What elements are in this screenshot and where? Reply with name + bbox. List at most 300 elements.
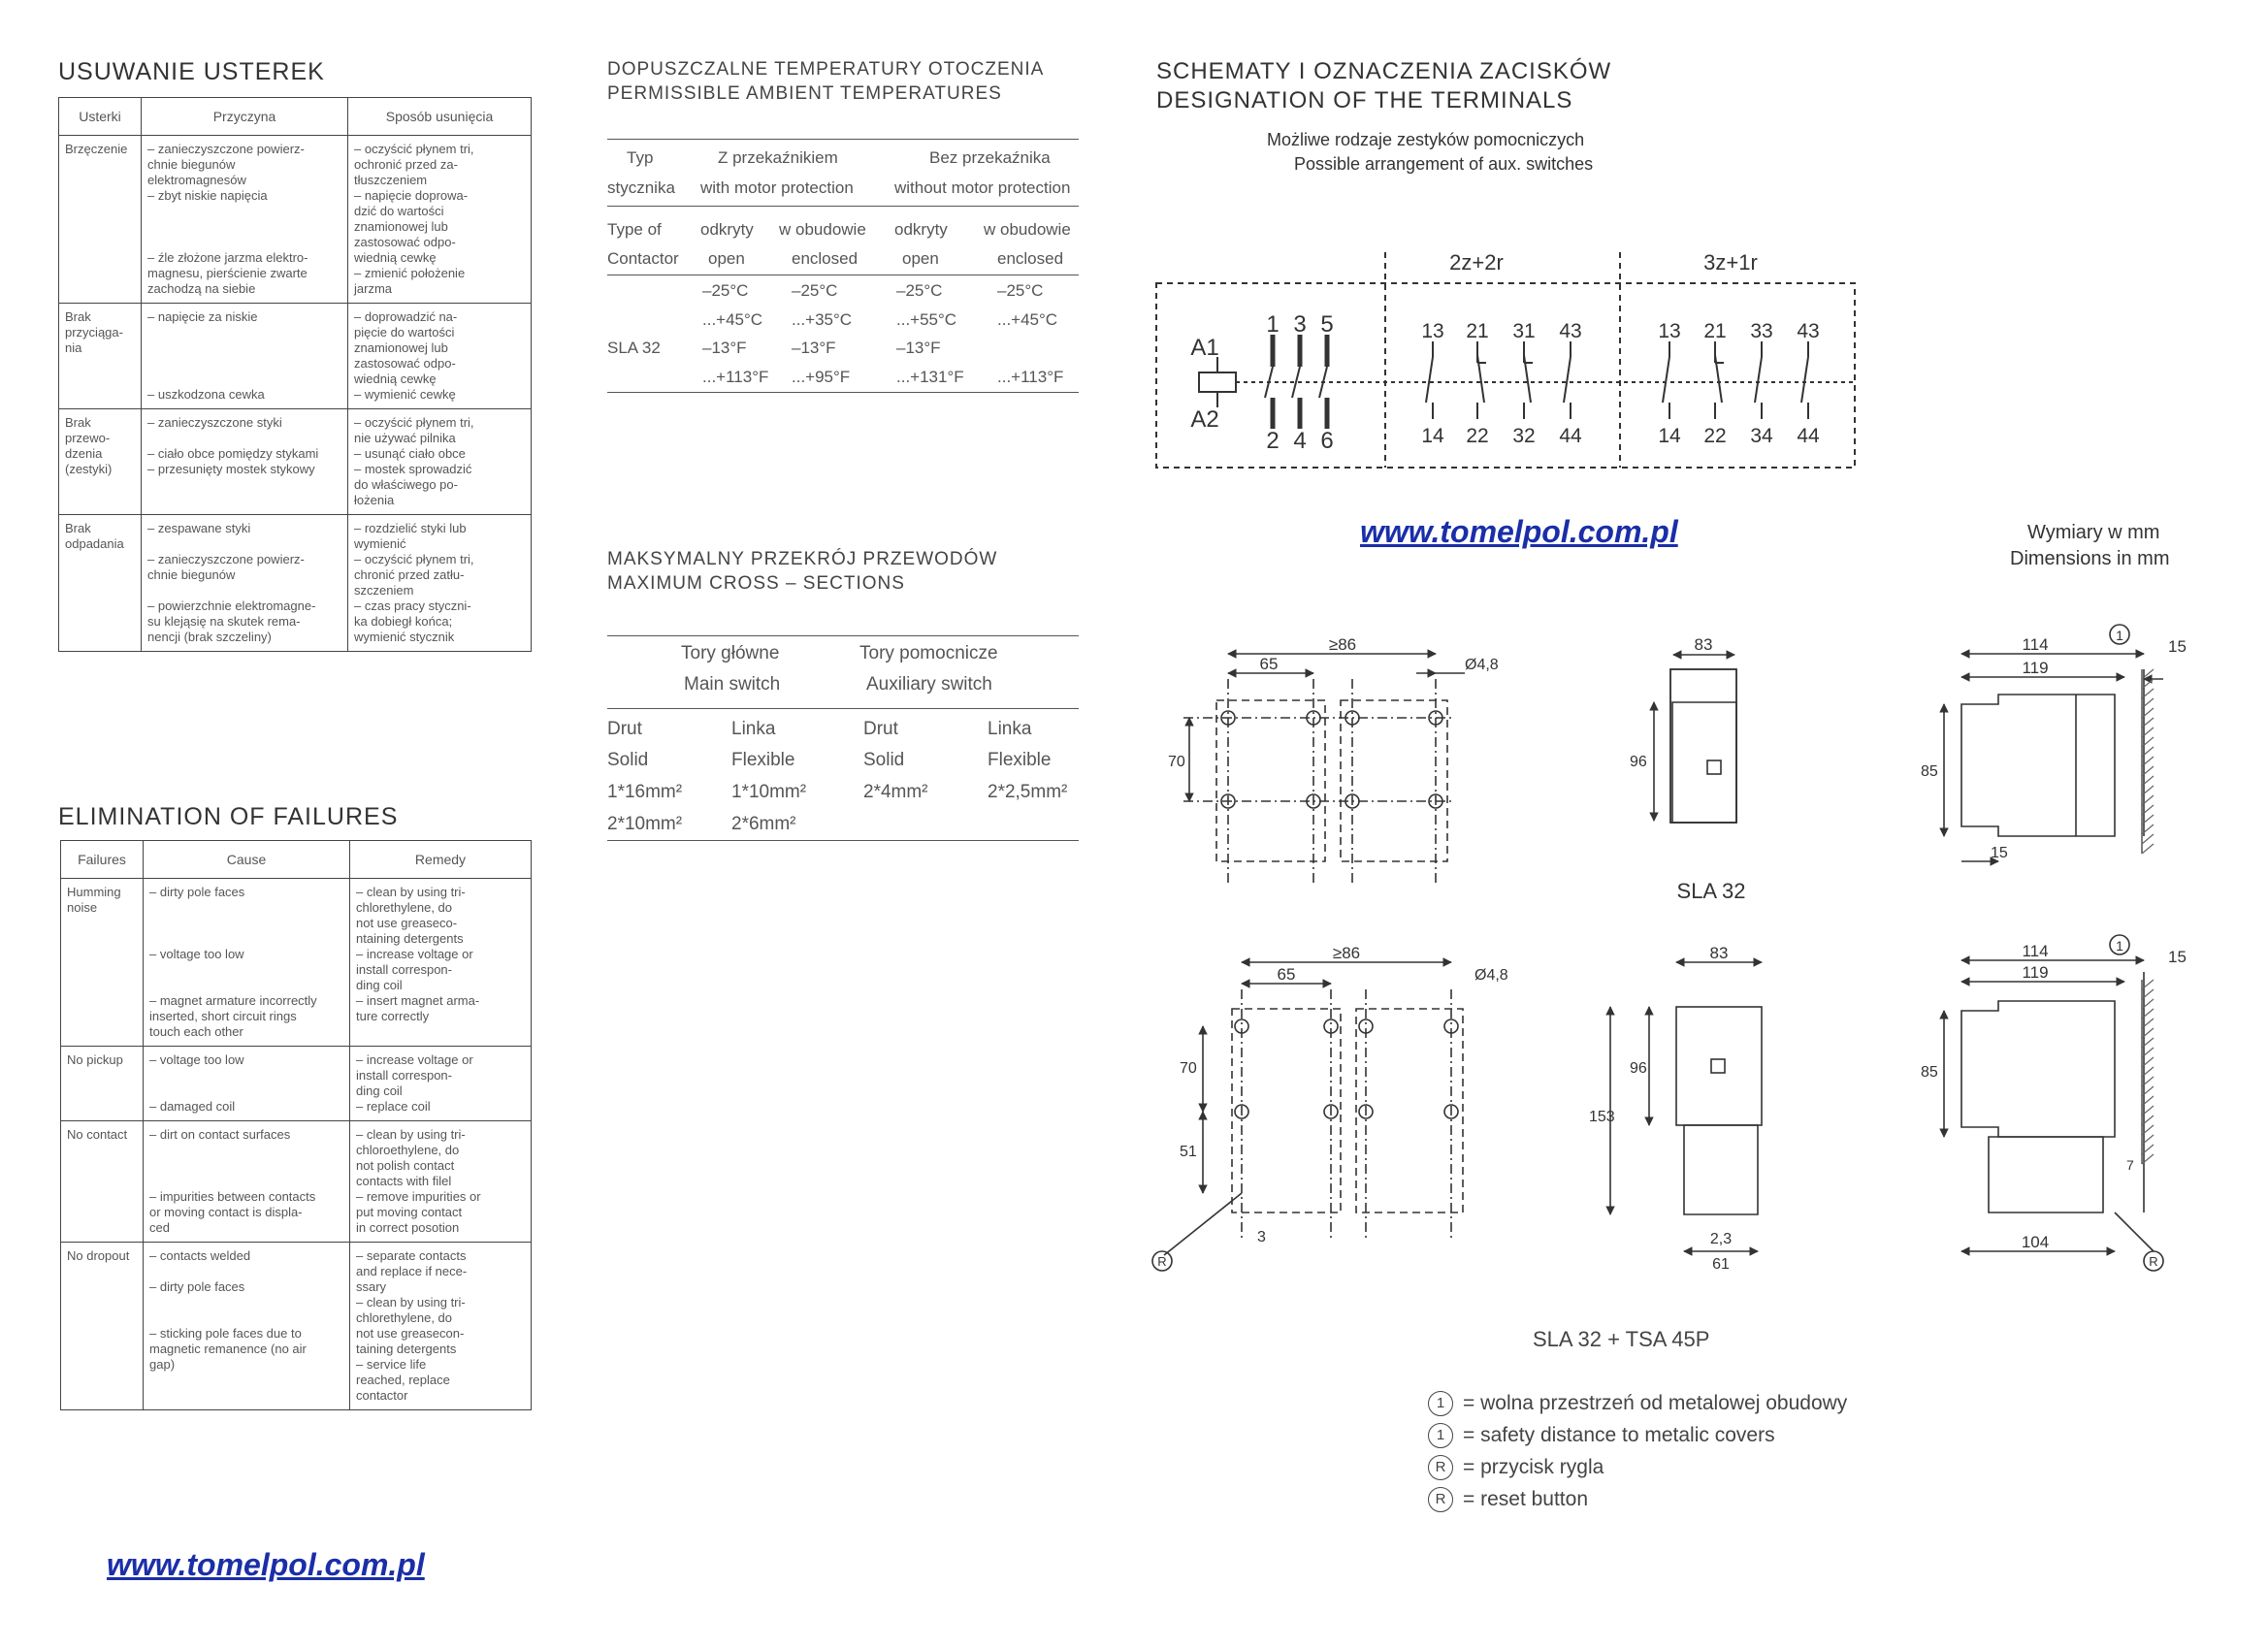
cross-head: Flexible xyxy=(731,750,795,770)
fault-cell: No dropout xyxy=(61,1243,144,1410)
cross-value: 2*6mm² xyxy=(731,814,796,834)
remedy-line: nie używać pilnika xyxy=(354,431,456,445)
cause-line xyxy=(149,1310,343,1326)
dim-15-top: 15 xyxy=(2168,637,2187,656)
g1-bottom-1: 14 xyxy=(1421,425,1444,447)
remedy-line: put moving contact xyxy=(356,1205,463,1219)
cause-line: – dirt on contact surfaces xyxy=(149,1127,291,1142)
legend-item xyxy=(1428,1451,1847,1483)
temp-value: ...+55°C xyxy=(896,310,957,329)
dim-114-top: 114 xyxy=(2022,635,2049,654)
cause-line xyxy=(147,583,341,598)
cross-main-en: Main switch xyxy=(684,674,781,695)
legend-text: = przycisk rygla xyxy=(1463,1455,1604,1478)
cause-line xyxy=(149,1083,343,1099)
legend-text: = wolna przestrzeń od metalowej obudowy xyxy=(1463,1391,1848,1414)
model-1-label: SLA 32 xyxy=(1676,879,1746,903)
fault-cell: Brak przyciąga- nia xyxy=(59,304,142,409)
cause-cell xyxy=(142,515,348,652)
remedy-line: pięcie do wartości xyxy=(354,325,455,340)
remedy-line: znamionowej lub xyxy=(354,219,448,234)
dimension-drawings xyxy=(1145,621,2192,1280)
temp-value: –25°C xyxy=(702,281,749,300)
dim-85-bottom: 85 xyxy=(1921,1064,1938,1081)
cause-line: – ciało obce pomiędzy stykami xyxy=(147,446,319,461)
temps-col-typ: Typ xyxy=(627,148,654,167)
remedy-line: not polish contact xyxy=(356,1158,455,1173)
cause-line: zachodzą na siebie xyxy=(147,281,256,296)
cause-line xyxy=(149,1174,343,1189)
remedy-cell xyxy=(348,409,532,515)
remedy-line: – napięcie doprowa- xyxy=(354,188,469,203)
temps-sub-4-en: enclosed xyxy=(997,249,1064,268)
remedy-line: not use greasecon- xyxy=(356,1326,465,1341)
g1-bottom-3: 32 xyxy=(1512,425,1536,447)
remedy-line: – clean by using tri- xyxy=(356,885,466,899)
title-troubleshoot-pl: USUWANIE USTEREK xyxy=(58,58,325,85)
table-header-cell: Usterki xyxy=(59,98,142,136)
remedy-line: contacts with filel xyxy=(356,1174,452,1188)
dim-ge86-top: ≥86 xyxy=(1328,635,1357,654)
temp-value: –13°F xyxy=(792,339,836,357)
main-top-3: 5 xyxy=(1320,311,1334,338)
temps-sub-3-en: open xyxy=(902,249,939,268)
table-row xyxy=(61,1047,532,1121)
table-header-cell: Remedy xyxy=(350,841,532,879)
legend-symbol: 1 xyxy=(1428,1423,1453,1448)
cross-value: 2*10mm² xyxy=(607,814,683,834)
remedy-line: – oczyścić płynem tri, xyxy=(354,552,474,566)
mark-1-bottom: 1 xyxy=(2116,938,2123,954)
g1-top-1: 13 xyxy=(1421,320,1444,342)
dim-7-bottom: 7 xyxy=(2126,1157,2134,1173)
temps-rule-mid xyxy=(607,206,1079,207)
remedy-line: – separate contacts xyxy=(356,1248,467,1263)
cross-rule-mid xyxy=(607,708,1079,709)
remedy-line: ntaining detergents xyxy=(356,931,464,946)
temp-value: –25°C xyxy=(896,281,943,300)
cross-head: Solid xyxy=(607,750,649,770)
troubleshoot-table-pl xyxy=(58,97,532,652)
fault-cell: No pickup xyxy=(61,1047,144,1121)
g2-bottom-2: 22 xyxy=(1703,425,1727,447)
table-row xyxy=(59,515,532,652)
main-top-1: 1 xyxy=(1266,311,1280,338)
dims-label-pl: Wymiary w mm xyxy=(2027,522,2160,543)
temps-rule-top xyxy=(607,139,1079,140)
legend-item xyxy=(1428,1419,1847,1451)
cause-line: chnie biegunów xyxy=(147,157,236,172)
cause-line xyxy=(149,931,343,947)
remedy-line: – service life xyxy=(356,1357,427,1372)
temp-value: –25°C xyxy=(792,281,838,300)
table-row xyxy=(59,304,532,409)
cross-head: Drut xyxy=(863,719,898,739)
cause-cell xyxy=(142,409,348,515)
g2-top-3: 33 xyxy=(1750,320,1773,342)
title-cross-en: MAXIMUM CROSS – SECTIONS xyxy=(607,573,905,594)
main-bottom-2: 4 xyxy=(1293,428,1307,454)
cause-line: – zanieczyszczone powierz- xyxy=(147,142,305,156)
remedy-line: do właściwego po- xyxy=(354,477,458,492)
cause-line xyxy=(147,372,341,387)
remedy-line: – increase voltage or xyxy=(356,1052,473,1067)
legend-item xyxy=(1428,1387,1847,1419)
aux-arrangement-pl: Możliwe rodzaje zestyków pomocniczych xyxy=(1267,130,1585,149)
table-header-row xyxy=(61,841,532,879)
cause-line xyxy=(147,235,341,250)
cause-line xyxy=(149,1143,343,1158)
g1-bottom-4: 44 xyxy=(1559,425,1582,447)
remedy-cell xyxy=(348,136,532,304)
dim-65-bottom: 65 xyxy=(1277,965,1296,984)
remedy-line: contactor xyxy=(356,1388,408,1403)
remedy-line: – mostek sprowadzić xyxy=(354,462,472,476)
wall-hatch xyxy=(2134,640,2173,1183)
title-temps-pl: DOPUSZCZALNE TEMPERATURY OTOCZENIA xyxy=(607,59,1045,80)
cause-cell xyxy=(144,1047,350,1121)
coil-bottom-label: A2 xyxy=(1190,406,1219,433)
coil-top-label: A1 xyxy=(1190,335,1219,361)
cause-line: – zanieczyszczone powierz- xyxy=(147,552,305,566)
g1-top-2: 21 xyxy=(1466,320,1489,342)
temps-col-stycznika: stycznika xyxy=(607,178,675,197)
dim-104-bottom: 104 xyxy=(2021,1233,2050,1251)
dim-15-side: 15 xyxy=(1991,845,2008,861)
remedy-line: install correspon- xyxy=(356,962,452,977)
legend-symbol: R xyxy=(1428,1487,1453,1512)
cause-line: – impurities between contacts xyxy=(149,1189,316,1204)
remedy-line: wiednią cewkę xyxy=(354,372,437,386)
cause-line: – napięcie za niskie xyxy=(147,309,258,324)
main-top-2: 3 xyxy=(1293,311,1307,338)
fault-cell: Brak przewo- dzenia (zestyki) xyxy=(59,409,142,515)
cross-head: Linka xyxy=(988,719,1032,739)
remedy-line: in correct posotion xyxy=(356,1220,460,1235)
dim-83-bottom: 83 xyxy=(1709,944,1729,962)
cause-line xyxy=(147,536,341,552)
main-bottom-1: 2 xyxy=(1266,428,1280,454)
remedy-line: jarzma xyxy=(354,281,393,296)
table-header-cell: Cause xyxy=(144,841,350,879)
remedy-line: – increase voltage or xyxy=(356,947,473,961)
cause-cell xyxy=(144,1121,350,1243)
table-header-row xyxy=(59,98,532,136)
dim-51-bottom: 51 xyxy=(1180,1144,1197,1160)
cross-value: 1*10mm² xyxy=(731,782,807,802)
remedy-line: install correspon- xyxy=(356,1068,452,1083)
remedy-cell xyxy=(350,879,532,1047)
remedy-cell xyxy=(348,304,532,409)
dim-48-bottom: Ø4,8 xyxy=(1474,967,1508,984)
dim-96-top: 96 xyxy=(1630,754,1647,770)
dim-61-bottom: 61 xyxy=(1712,1256,1730,1273)
cause-line xyxy=(147,356,341,372)
remedy-line: dzić do wartości xyxy=(354,204,444,218)
temps-group1-en: with motor protection xyxy=(700,178,854,197)
cause-line: – źle złożone jarzma elektro- xyxy=(147,250,308,265)
dim-ge86-bottom: ≥86 xyxy=(1332,944,1361,962)
aux-arrangement-en: Possible arrangement of aux. switches xyxy=(1294,154,1594,174)
remedy-line: – clean by using tri- xyxy=(356,1127,466,1142)
fault-cell: Humming noise xyxy=(61,879,144,1047)
remedy-cell xyxy=(350,1243,532,1410)
legend xyxy=(1428,1387,1847,1515)
cause-line: touch each other xyxy=(149,1024,243,1039)
cause-line xyxy=(147,340,341,356)
title-terminals-en: DESIGNATION OF THE TERMINALS xyxy=(1156,87,1573,113)
table-row xyxy=(61,1243,532,1410)
cause-line: – uszkodzona cewka xyxy=(147,387,265,402)
main-bottom-3: 6 xyxy=(1320,428,1334,454)
g1-top-3: 31 xyxy=(1512,320,1536,342)
cause-line: – dirty pole faces xyxy=(149,1279,245,1294)
temps-sub-2-en: enclosed xyxy=(792,249,859,268)
dim-85-top: 85 xyxy=(1921,763,1938,780)
remedy-line: chronić przed zatłu- xyxy=(354,567,465,582)
remedy-line: wiednią cewkę xyxy=(354,250,437,265)
cause-line: inserted, short circuit rings xyxy=(149,1009,297,1023)
dim-119-top: 119 xyxy=(2022,659,2049,677)
remedy-line: reached, replace xyxy=(356,1373,450,1387)
remedy-line: zastosować odpo- xyxy=(354,235,456,249)
dim-70-top: 70 xyxy=(1168,754,1185,770)
remedy-line: chloroethylene, do xyxy=(356,1143,460,1157)
dim-65-top: 65 xyxy=(1259,655,1279,673)
temp-value: –13°F xyxy=(896,339,941,357)
cause-line xyxy=(147,325,341,340)
temps-group1-pl: Z przekaźnikiem xyxy=(718,148,838,167)
remedy-line: – wymienić cewkę xyxy=(354,387,456,402)
cause-line xyxy=(149,900,343,916)
cause-line xyxy=(149,978,343,993)
cause-line: – damaged coil xyxy=(149,1099,236,1114)
remedy-line: – rozdzielić styki lub xyxy=(354,521,467,535)
remedy-line: łożenia xyxy=(354,493,395,507)
cause-cell xyxy=(142,304,348,409)
g1-bottom-2: 22 xyxy=(1466,425,1489,447)
cause-line: – contacts welded xyxy=(149,1248,251,1263)
remedy-line: ka dobiegł końca; xyxy=(354,614,453,629)
remedy-line: – replace coil xyxy=(356,1099,431,1114)
fault-cell: Brak odpadania xyxy=(59,515,142,652)
cause-cell xyxy=(144,1243,350,1410)
g2-bottom-1: 14 xyxy=(1658,425,1681,447)
remedy-line: ding coil xyxy=(356,1083,403,1098)
legend-symbol: R xyxy=(1428,1455,1453,1480)
temps-group2-en: without motor protection xyxy=(894,178,1071,197)
temps-col-contactor: Contactor xyxy=(607,249,679,268)
cause-line: ced xyxy=(149,1220,170,1235)
dim-15-bottom: 15 xyxy=(2168,948,2187,966)
cross-value: 2*4mm² xyxy=(863,782,928,802)
temps-sub-3-pl: odkryty xyxy=(894,220,948,239)
title-troubleshoot-en: ELIMINATION OF FAILURES xyxy=(58,803,399,830)
remedy-line: ssary xyxy=(356,1279,387,1294)
temps-sub-1-pl: odkryty xyxy=(700,220,754,239)
dim-23-bottom: 2,3 xyxy=(1709,1231,1733,1247)
table-header-cell: Przyczyna xyxy=(142,98,348,136)
cause-line: – sticking pole faces due to xyxy=(149,1326,302,1341)
title-terminals-pl: SCHEMATY I OZNACZENIA ZACISKÓW xyxy=(1156,58,1612,84)
temps-sub-1-en: open xyxy=(708,249,745,268)
remedy-line: chlorethylene, do xyxy=(356,1310,453,1325)
website-link-bottom[interactable]: www.tomelpol.com.pl xyxy=(107,1547,425,1582)
dims-label-en: Dimensions in mm xyxy=(2010,548,2170,569)
remedy-line: wymienić stycznik xyxy=(354,630,455,644)
temps-rule-bottom xyxy=(607,392,1079,393)
mark-r-right: R xyxy=(2149,1254,2158,1269)
g2-top-2: 21 xyxy=(1703,320,1727,342)
cause-line: – voltage too low xyxy=(149,947,244,961)
cause-line: chnie biegunów xyxy=(147,567,236,582)
remedy-line: – zmienić położenie xyxy=(354,266,466,280)
temp-value: –25°C xyxy=(997,281,1044,300)
g1-top-4: 43 xyxy=(1559,320,1582,342)
dim-96-bottom: 96 xyxy=(1630,1060,1647,1077)
cause-line: nencji (brak szczeliny) xyxy=(147,630,272,644)
cause-line xyxy=(149,962,343,978)
cause-cell xyxy=(144,879,350,1047)
cross-head: Linka xyxy=(731,719,776,739)
cause-line: – voltage too low xyxy=(149,1052,244,1067)
legend-text: = safety distance to metalic covers xyxy=(1463,1423,1775,1446)
cause-line xyxy=(149,1264,343,1279)
temps-sub-2-pl: w obudowie xyxy=(779,220,866,239)
table-row xyxy=(59,409,532,515)
fault-cell: Brzęczenie xyxy=(59,136,142,304)
cross-main-pl: Tory główne xyxy=(681,643,780,663)
cross-head: Flexible xyxy=(988,750,1052,770)
cause-cell xyxy=(142,136,348,304)
legend-symbol: 1 xyxy=(1428,1391,1453,1416)
remedy-line: – insert magnet arma- xyxy=(356,993,480,1008)
temp-value: ...+45°C xyxy=(997,310,1058,329)
remedy-line: chlorethylene, do xyxy=(356,900,453,915)
cross-value: 2*2,5mm² xyxy=(988,782,1068,802)
temp-value: –13°F xyxy=(702,339,747,357)
cause-line xyxy=(149,1068,343,1083)
remedy-line: szczeniem xyxy=(354,583,414,598)
remedy-line: ochronić przed za- xyxy=(354,157,458,172)
model-2-label: SLA 32 + TSA 45P xyxy=(1533,1327,1710,1351)
g2-top-1: 13 xyxy=(1658,320,1681,342)
troubleshoot-table-en xyxy=(60,840,532,1410)
website-link-top[interactable]: www.tomelpol.com.pl xyxy=(1360,514,1678,549)
cross-value: 1*16mm² xyxy=(607,782,683,802)
remedy-line: not use greaseco- xyxy=(356,916,458,930)
cause-line xyxy=(147,204,341,219)
remedy-line: – oczyścić płynem tri, xyxy=(354,415,474,430)
remedy-line: – doprowadzić na- xyxy=(354,309,458,324)
dim-48-top: Ø4,8 xyxy=(1465,657,1499,673)
cause-line xyxy=(149,1158,343,1174)
cause-line: – zbyt niskie napięcia xyxy=(147,188,268,203)
table-row xyxy=(61,1121,532,1243)
cross-rule-top xyxy=(607,635,1079,636)
cause-line xyxy=(149,916,343,931)
cause-line: – dirty pole faces xyxy=(149,885,245,899)
temps-group2-pl: Bez przekaźnika xyxy=(929,148,1051,167)
remedy-line: and replace if nece- xyxy=(356,1264,468,1278)
cause-line: elektromagnesów xyxy=(147,173,246,187)
cause-line xyxy=(147,219,341,235)
temp-value: ...+35°C xyxy=(792,310,853,329)
cross-head: Drut xyxy=(607,719,642,739)
title-temps-en: PERMISSIBLE AMBIENT TEMPERATURES xyxy=(607,83,1002,104)
dim-3-bottom: 3 xyxy=(1257,1229,1266,1245)
dim-70-bottom: 70 xyxy=(1180,1060,1197,1077)
remedy-line: – remove impurities or xyxy=(356,1189,481,1204)
temps-model: SLA 32 xyxy=(607,339,661,357)
cause-line xyxy=(149,1295,343,1310)
g2-bottom-4: 44 xyxy=(1797,425,1820,447)
table-row xyxy=(61,879,532,1047)
terminal-schematic xyxy=(1145,242,1863,485)
title-cross-pl: MAKSYMALNY PRZEKRÓJ PRZEWODÓW xyxy=(607,549,998,569)
remedy-line: – oczyścić płynem tri, xyxy=(354,142,474,156)
temps-col-type-of: Type of xyxy=(607,220,662,239)
temp-value: ...+131°F xyxy=(896,368,964,386)
cross-head: Solid xyxy=(863,750,905,770)
group1-label: 2z+2r xyxy=(1449,250,1504,275)
table-header-cell: Failures xyxy=(61,841,144,879)
cause-line: magnetic remanence (no air xyxy=(149,1342,307,1356)
remedy-line: ture correctly xyxy=(356,1009,430,1023)
dim-114-bottom: 114 xyxy=(2022,942,2049,960)
cross-rule-bottom xyxy=(607,840,1079,841)
temp-value: ...+113°F xyxy=(702,368,769,386)
group2-label: 3z+1r xyxy=(1703,250,1758,275)
temps-sub-4-pl: w obudowie xyxy=(984,220,1071,239)
fault-cell: No contact xyxy=(61,1121,144,1243)
dim-119-bottom: 119 xyxy=(2022,963,2049,982)
dim-83-top: 83 xyxy=(1694,635,1713,654)
remedy-cell xyxy=(348,515,532,652)
cause-line xyxy=(147,431,341,446)
remedy-cell xyxy=(350,1047,532,1121)
cause-line: – zanieczyszczone styki xyxy=(147,415,282,430)
remedy-line: – czas pracy styczni- xyxy=(354,598,471,613)
temp-value: ...+113°F xyxy=(997,368,1064,386)
temp-value: ...+45°C xyxy=(702,310,763,329)
cause-line: – magnet armature incorrectly xyxy=(149,993,317,1008)
remedy-line: – clean by using tri- xyxy=(356,1295,466,1310)
cause-line: – przesunięty mostek stykowy xyxy=(147,462,315,476)
remedy-line: zastosować odpo- xyxy=(354,356,456,371)
g2-bottom-3: 34 xyxy=(1750,425,1773,447)
cross-aux-pl: Tory pomocnicze xyxy=(859,643,998,663)
remedy-line: znamionowej lub xyxy=(354,340,448,355)
remedy-line: ding coil xyxy=(356,978,403,992)
remedy-line: tłuszczeniem xyxy=(354,173,428,187)
mark-1-top: 1 xyxy=(2116,628,2123,643)
table-row xyxy=(59,136,532,304)
mark-r-left: R xyxy=(1157,1254,1167,1269)
remedy-cell xyxy=(350,1121,532,1243)
legend-text: = reset button xyxy=(1463,1487,1589,1510)
legend-item xyxy=(1428,1483,1847,1515)
cause-line: magnesu, pierścienie zwarte xyxy=(147,266,308,280)
cause-line: su klejąsię na skutek rema- xyxy=(147,614,301,629)
cause-line: gap) xyxy=(149,1357,176,1372)
remedy-line: taining detergents xyxy=(356,1342,457,1356)
cross-aux-en: Auxiliary switch xyxy=(866,674,992,695)
table-header-cell: Sposób usunięcia xyxy=(348,98,532,136)
cause-line: – powierzchnie elektromagne- xyxy=(147,598,316,613)
cause-line: or moving contact is displa- xyxy=(149,1205,303,1219)
g2-top-4: 43 xyxy=(1797,320,1820,342)
